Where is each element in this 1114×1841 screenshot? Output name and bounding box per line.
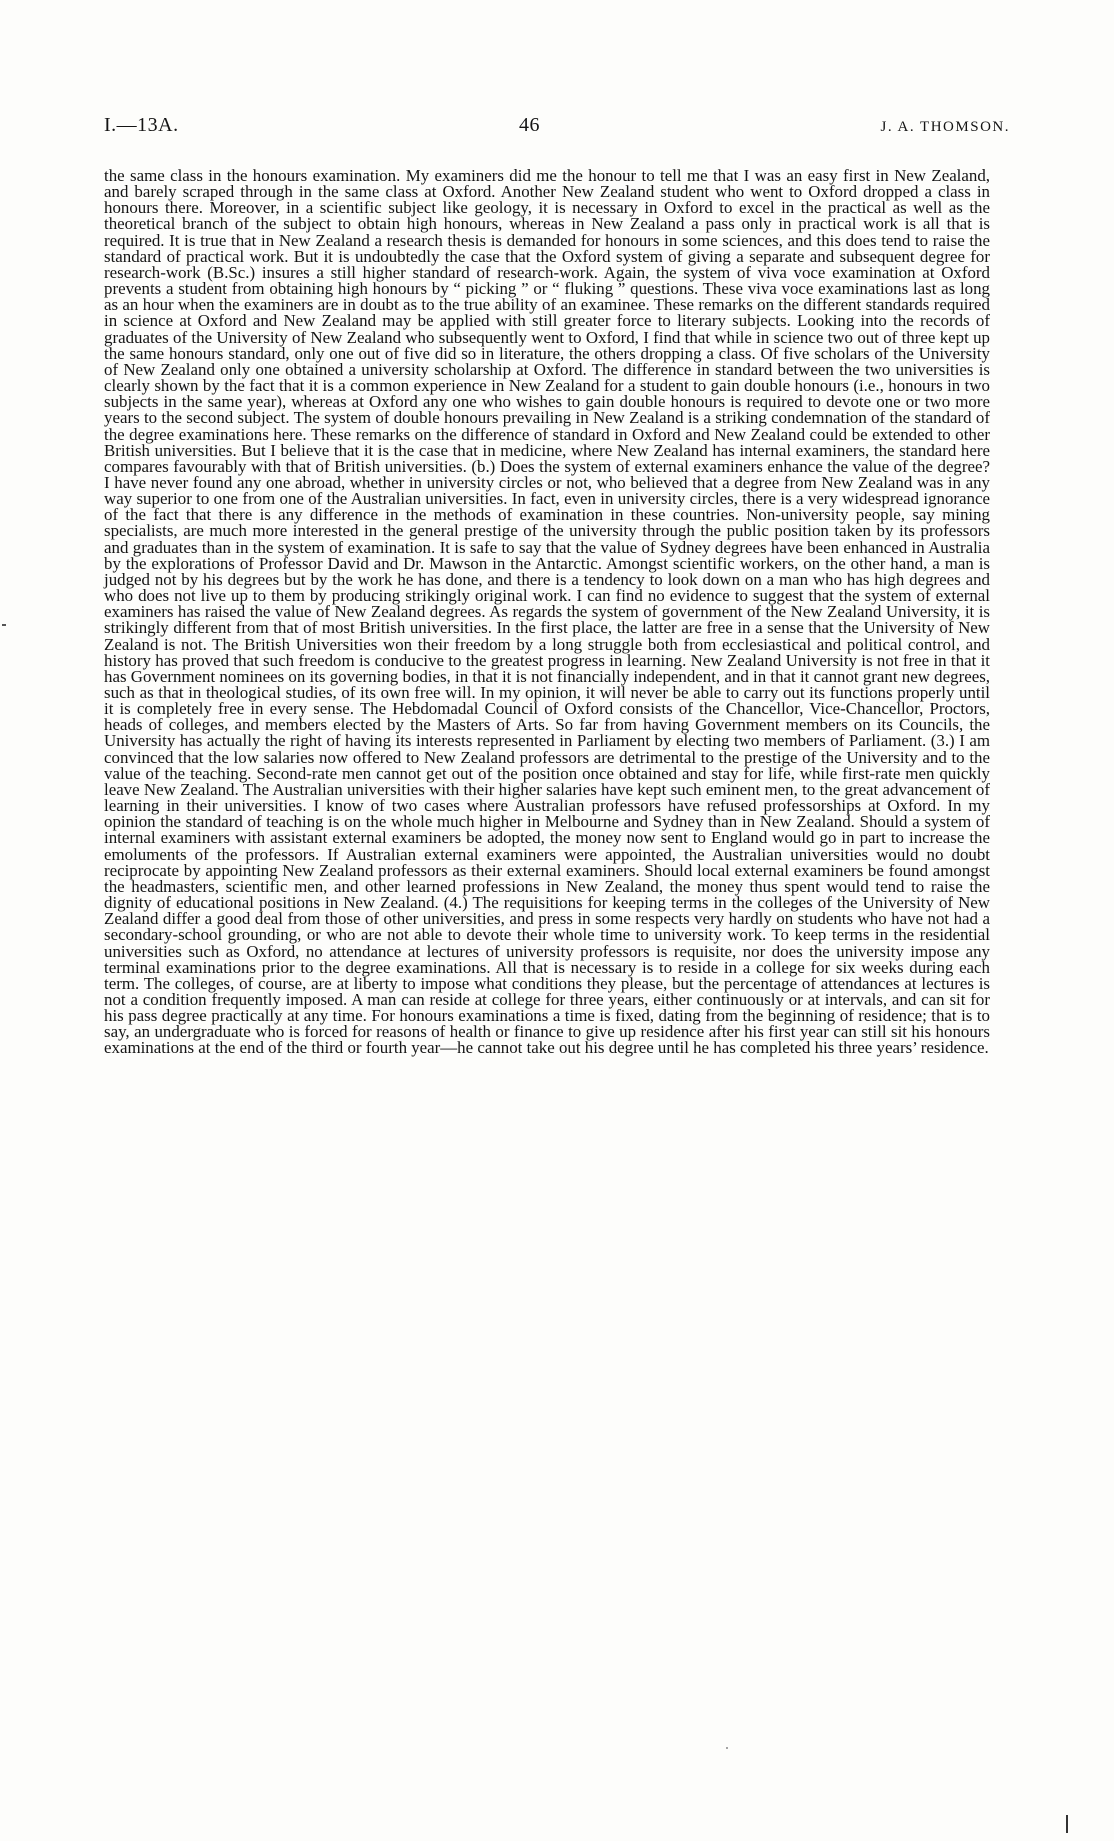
document-reference: I.—13A. [104, 114, 179, 136]
body-text [104, 168, 990, 1057]
scan-edge-mark [2, 624, 6, 626]
page-number: 46 [519, 114, 541, 136]
scan-corner-mark [1066, 1815, 1068, 1833]
page-header [104, 114, 1010, 142]
author-name: J. A. THOMSON. [880, 119, 1010, 135]
paragraph: the same class in the honours examination. My examiners did me the honour to tell me that I was an easy first in New Zealand, and barely scraped through in the same class at Oxford. Another New Zealand student who went to Oxford dropped a class in honours there. Moreover, in a scientific subject like geology, it is necessary in Oxford to excel in the practical as well as the theoretical branch of the subject to obtain high honours, whereas in New Zealand a pass only in practical work is all that is required. It is true that in New Zealand a research thesis is demanded for honours in some sciences, and this does tend to raise the standard of practical work. But it is undoubtedly the case that the Oxford system of giving a separate and subsequent degree for research-work (B.Sc.) insures a still higher standard of research-work. Again, the system of viva voce examination at Oxford prevents a student from obtaining high honours by “ picking ” or “ fluking ” questions. These viva voce examinations last as long as an hour when the examiners are in doubt as to the true ability of an examinee. These remarks on the different standards required in science at Oxford and New Zealand may be applied with still greater force to literary subjects. Looking into the records of graduates of the University of New Zealand who subsequently went to Oxford, I find that while in science two out of three kept up the same honours standard, only one out of five did so in literature, the others dropping a class. Of five scholars of the University of New Zealand only one obtained a university scholarship at Oxford. The difference in standard between the two universities is clearly shown by the fact that it is a common experience in New Zealand for a student to gain double honours (i.e., honours in two subjects in the same year), whereas at Oxford any one who wishes to gain double honours is required to devote one or two more years to the second subject. The system of double honours prevailing in New Zealand is a striking condemnation of the standard of the degree examinations here. These remarks on the difference of standard in Oxford and New Zealand could be extended to other British universities. But I believe that it is the case that in medicine, where New Zealand has internal examiners, the standard here compares favourably with that of British universities. (b.) Does the system of external examiners enhance the value of the degree? I have never found any one abroad, whether in university circles or not, who believed that a degree from New Zealand was in any way superior to one from one of the Australian universities. In fact, even in university circles, there is a very widespread ignorance of the fact that there is any difference in the methods of examination in these countries. Non-university people, say mining specialists, are much more interested in the general prestige of the university through the public position taken by its professors and graduates than in the system of examination. It is safe to say that the value of Sydney degrees have been enhanced in Australia by the explorations of Professor David and Dr. Mawson in the Antarctic. Amongst scientific workers, on the other hand, a man is judged not by his degrees but by the work he has done, and there is a tendency to look down on a man who has high degrees and who does not live up to them by producing strikingly original work. I can find no evidence to suggest that the system of external examiners has raised the value of New Zealand degrees. As regards the system of government of the New Zealand University, it is strikingly different from that of most British universities. In the first place, the latter are free in a sense that the University of New Zealand is not. The British Universities won their freedom by a long struggle both from ecclesiastical and political control, and history has proved that such freedom is conducive to the greatest progress in learning. New Zealand University is not free in that it has Government nominees on its governing bodies, in that it is not financially independent, and in that it cannot grant new degrees, such as that in theological studies, of its own free will. In my opinion, it will never be able to carry out its functions properly until it is completely free in every sense. The Hebdomadal Council of Oxford consists of the Chancellor, Vice-Chancellor, Proctors, heads of colleges, and members elected by the Masters of Arts. So far from having Government members on its Councils, the University has actually the right of having its interests represented in Parliament by electing two members of Parliament. (3.) I am convinced that the low salaries now offered to New Zealand professors are detrimental to the prestige of the University and to the value of the teaching. Second-rate men cannot get out of the position once obtained and stay for life, while first-rate men quickly leave New Zealand. The Australian universities with their higher salaries have kept such eminent men, to the great advancement of learning in their universities. I know of two cases where Australian professors have refused professorships at Oxford. In my opinion the standard of teaching is on the whole much higher in Melbourne and Sydney than in New Zealand. Should a system of internal examiners with assistant external examiners be adopted, the money now sent to England would go in part to increase the emoluments of the professors. If Australian external examiners were appointed, the Australian universities would no doubt reciprocate by appointing New Zealand professors as their external examiners. Should local external examiners be found amongst the headmasters, scientific men, and other learned professions in New Zealand, the money thus spent would tend to raise the dignity of educational positions in New Zealand. (4.) The requisitions for keeping terms in the colleges of the University of New Zealand differ a good deal from those of other universities, and press in some respects very hardly on students who have not had a secondary-school grounding, or who are not able to devote their whole time to university work. To keep terms in the residential universities such as Oxford, no attendance at lectures of university professors is requisite, nor does the university impose any terminal examinations prior to the degree examinations. All that is necessary is to reside in a college for six weeks during each term. The colleges, of course, are at liberty to impose what conditions they please, but the percentage of attendances at lectures is not a condition frequently imposed. A man can reside at college for three years, either continuously or at intervals, and can sit for his pass degree practically at any time. For honours examinations a time is fixed, dating from the beginning of residence; that is to say, an undergraduate who is forced for reasons of health or finance to give up residence after his first year can still sit his honours examinations at the end of the third or fourth year—he cannot take out his degree until he has completed his three years’ residence. [104, 166, 990, 1058]
scan-speck [726, 1747, 728, 1749]
